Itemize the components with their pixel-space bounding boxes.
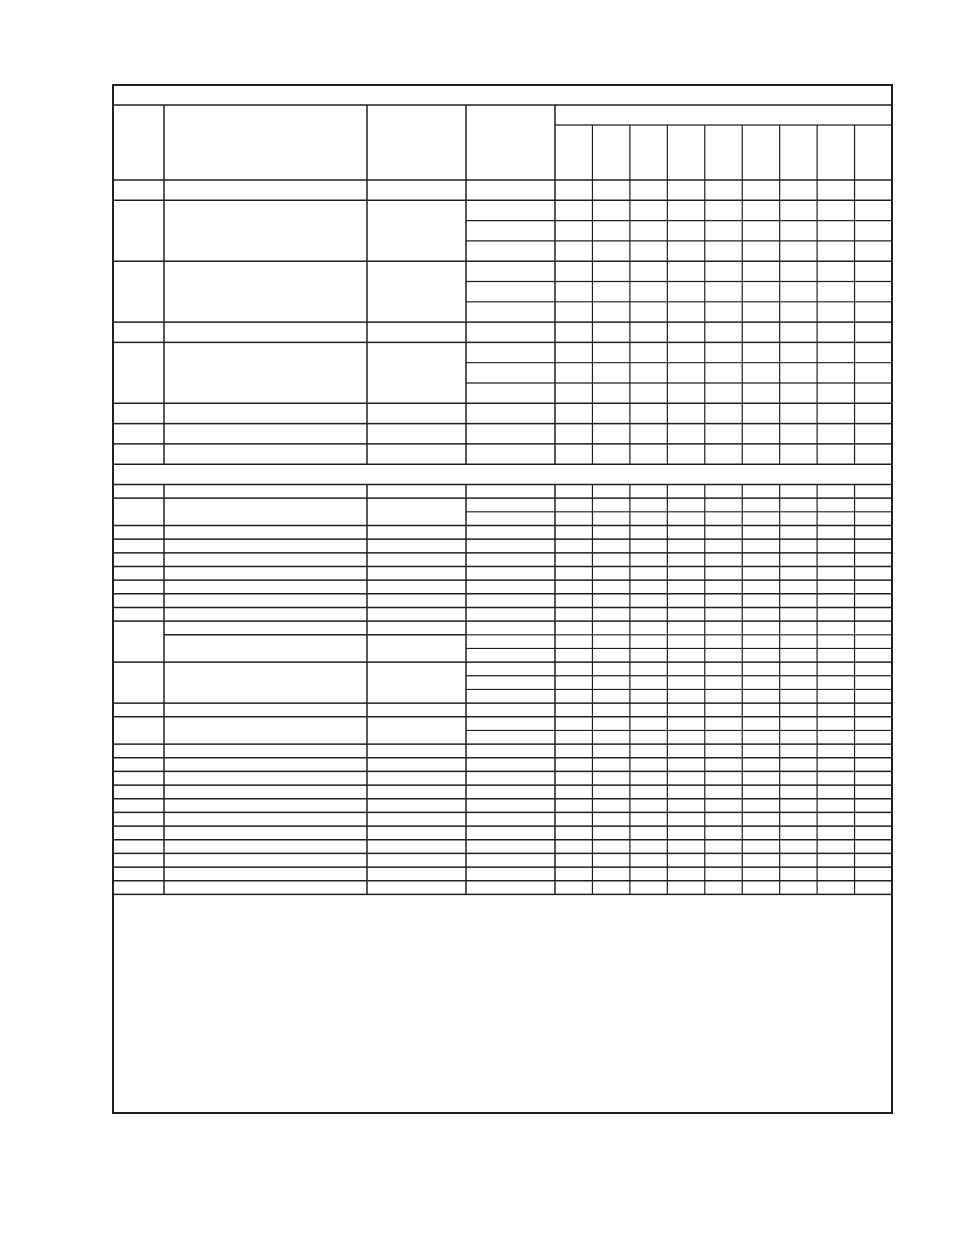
grid-lines [113, 85, 892, 1113]
table-border [113, 85, 892, 1113]
